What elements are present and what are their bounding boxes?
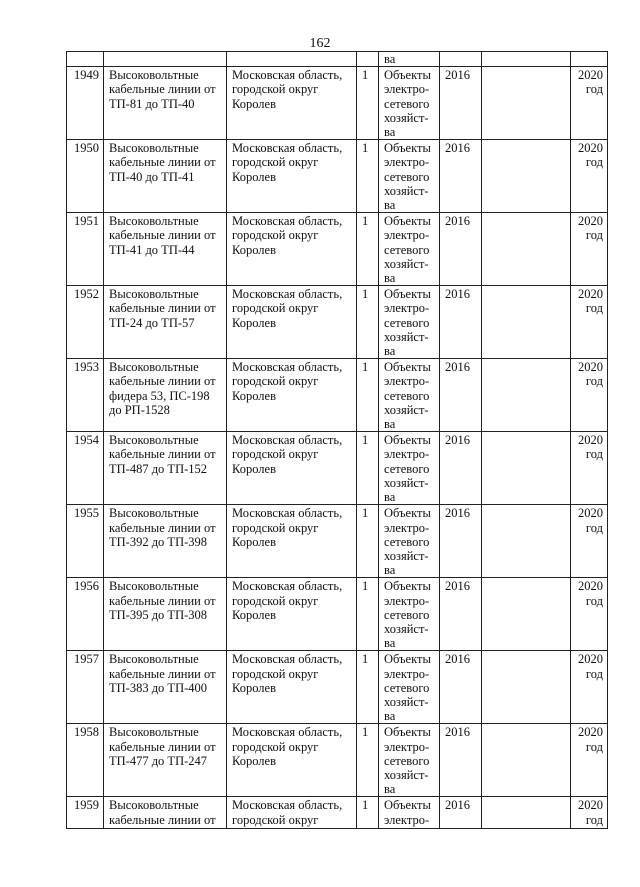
deadline-unit: год xyxy=(585,666,603,681)
cell-type: Объекты электро-сетевого хозяйст-ва xyxy=(379,578,440,651)
cell-deadline xyxy=(571,140,608,213)
cell-extra xyxy=(482,505,571,578)
cell-type: Объекты электро- xyxy=(379,797,440,829)
cell-num: 1952 xyxy=(67,286,104,359)
deadline-year: 2020 xyxy=(578,506,603,521)
deadline-unit: год xyxy=(585,301,603,316)
deadline-unit: год xyxy=(585,228,603,243)
deadline-unit: год xyxy=(585,82,603,97)
cell-qty xyxy=(357,52,379,67)
cell-location: Московская область, городской округ Королев xyxy=(227,724,357,797)
cell-extra xyxy=(482,52,571,67)
cell-name: Высоковольтные кабельные линии от ТП-40 до ТП-41 xyxy=(104,140,227,213)
cell-deadline xyxy=(571,67,608,140)
deadline-year: 2020 xyxy=(578,360,603,375)
cell-location: Московская область, городской округ Королев xyxy=(227,213,357,286)
cell-year: 2016 xyxy=(440,432,482,505)
cell-name: Высоковольтные кабельные линии от ТП-81 до ТП-40 xyxy=(104,67,227,140)
cell-extra xyxy=(482,797,571,829)
cell-name: Высоковольтные кабельные линии от ТП-487 до ТП-152 xyxy=(104,432,227,505)
cell-type: Объекты электро-сетевого хозяйст-ва xyxy=(379,432,440,505)
cell-num: 1951 xyxy=(67,213,104,286)
cell-num: 1949 xyxy=(67,67,104,140)
cell-name: Высоковольтные кабельные линии от xyxy=(104,797,227,829)
table-row xyxy=(67,140,608,213)
cell-deadline xyxy=(571,52,608,67)
cell-extra xyxy=(482,140,571,213)
table-continuation-row xyxy=(67,52,608,67)
deadline-year: 2020 xyxy=(578,141,603,156)
cell-qty: 1 xyxy=(357,67,379,140)
cell-deadline xyxy=(571,724,608,797)
cell-location: Московская область, городской округ Королев xyxy=(227,505,357,578)
cell-qty: 1 xyxy=(357,140,379,213)
cell-type: Объекты электро-сетевого хозяйст-ва xyxy=(379,213,440,286)
cell-type: Объекты электро-сетевого хозяйст-ва xyxy=(379,286,440,359)
cell-qty: 1 xyxy=(357,286,379,359)
deadline-unit: год xyxy=(585,155,603,170)
cell-name: Высоковольтные кабельные линии от ТП-477 до ТП-247 xyxy=(104,724,227,797)
cell-type: Объекты электро-сетевого хозяйст-ва xyxy=(379,505,440,578)
cell-deadline xyxy=(571,651,608,724)
cell-year xyxy=(440,52,482,67)
table-row xyxy=(67,797,608,829)
cell-deadline xyxy=(571,213,608,286)
deadline-year: 2020 xyxy=(578,433,603,448)
cell-year: 2016 xyxy=(440,286,482,359)
cell-name: Высоковольтные кабельные линии от ТП-392 до ТП-398 xyxy=(104,505,227,578)
cell-deadline xyxy=(571,432,608,505)
cell-qty: 1 xyxy=(357,797,379,829)
table-row xyxy=(67,578,608,651)
cell-year: 2016 xyxy=(440,359,482,432)
cell-location: Московская область, городской округ Королев xyxy=(227,286,357,359)
cell-qty: 1 xyxy=(357,724,379,797)
cell-num: 1953 xyxy=(67,359,104,432)
cell-year: 2016 xyxy=(440,505,482,578)
cell-deadline xyxy=(571,286,608,359)
deadline-year: 2020 xyxy=(578,652,603,667)
cell-location: Московская область, городской округ xyxy=(227,797,357,829)
table-row xyxy=(67,359,608,432)
deadline-unit: год xyxy=(585,447,603,462)
deadline-unit: год xyxy=(585,520,603,535)
table-row xyxy=(67,213,608,286)
cell-num: 1957 xyxy=(67,651,104,724)
cell-extra xyxy=(482,432,571,505)
cell-year: 2016 xyxy=(440,67,482,140)
cell-type: Объекты электро-сетевого хозяйст-ва xyxy=(379,651,440,724)
cell-qty: 1 xyxy=(357,505,379,578)
cell-location: Московская область, городской округ Королев xyxy=(227,140,357,213)
cell-num: 1954 xyxy=(67,432,104,505)
cell-year: 2016 xyxy=(440,724,482,797)
cell-location: Московская область, городской округ Королев xyxy=(227,651,357,724)
cell-extra xyxy=(482,359,571,432)
cell-extra xyxy=(482,578,571,651)
table-row xyxy=(67,505,608,578)
cell-num: 1956 xyxy=(67,578,104,651)
cell-deadline xyxy=(571,359,608,432)
cell-deadline xyxy=(571,797,608,829)
table-row xyxy=(67,286,608,359)
cell-qty: 1 xyxy=(357,651,379,724)
registry-table xyxy=(66,51,608,829)
deadline-unit: год xyxy=(585,374,603,389)
cell-name: Высоковольтные кабельные линии от ТП-41 до ТП-44 xyxy=(104,213,227,286)
cell-year: 2016 xyxy=(440,797,482,829)
cell-type: Объекты электро-сетевого хозяйст-ва xyxy=(379,140,440,213)
table-row xyxy=(67,724,608,797)
cell-year: 2016 xyxy=(440,651,482,724)
cell-qty: 1 xyxy=(357,213,379,286)
cell-location xyxy=(227,52,357,67)
cell-num: 1959 xyxy=(67,797,104,829)
deadline-unit: год xyxy=(585,739,603,754)
cell-type: Объекты электро-сетевого хозяйст-ва xyxy=(379,359,440,432)
page-number: 162 xyxy=(309,36,331,51)
cell-qty: 1 xyxy=(357,578,379,651)
deadline-unit: год xyxy=(585,593,603,608)
deadline-year: 2020 xyxy=(578,214,603,229)
cell-name: Высоковольтные кабельные линии от ТП-24 до ТП-57 xyxy=(104,286,227,359)
deadline-year: 2020 xyxy=(578,725,603,740)
cell-name xyxy=(104,52,227,67)
cell-location: Московская область, городской округ Королев xyxy=(227,67,357,140)
cell-qty: 1 xyxy=(357,359,379,432)
deadline-unit: год xyxy=(585,812,603,827)
cell-extra xyxy=(482,67,571,140)
cell-qty: 1 xyxy=(357,432,379,505)
cell-extra xyxy=(482,213,571,286)
cell-name: Высоковольтные кабельные линии от фидера 53, ПС-198 до РП-1528 xyxy=(104,359,227,432)
cell-num: 1955 xyxy=(67,505,104,578)
deadline-year: 2020 xyxy=(578,68,603,83)
table-row xyxy=(67,651,608,724)
cell-year: 2016 xyxy=(440,213,482,286)
cell-deadline xyxy=(571,578,608,651)
cell-num: 1958 xyxy=(67,724,104,797)
cell-name: Высоковольтные кабельные линии от ТП-395 до ТП-308 xyxy=(104,578,227,651)
cell-location: Московская область, городской округ Королев xyxy=(227,432,357,505)
cell-year: 2016 xyxy=(440,578,482,651)
cell-extra xyxy=(482,724,571,797)
cell-type: Объекты электро-сетевого хозяйст-ва xyxy=(379,67,440,140)
cell-location: Московская область, городской округ Королев xyxy=(227,578,357,651)
table-row xyxy=(67,67,608,140)
cell-type: ва xyxy=(379,52,440,67)
cell-location: Московская область, городской округ Королев xyxy=(227,359,357,432)
cell-num: 1950 xyxy=(67,140,104,213)
cell-extra xyxy=(482,286,571,359)
deadline-year: 2020 xyxy=(578,287,603,302)
deadline-year: 2020 xyxy=(578,579,603,594)
cell-year: 2016 xyxy=(440,140,482,213)
cell-extra xyxy=(482,651,571,724)
cell-name: Высоковольтные кабельные линии от ТП-383 до ТП-400 xyxy=(104,651,227,724)
cell-type: Объекты электро-сетевого хозяйст-ва xyxy=(379,724,440,797)
table-row xyxy=(67,432,608,505)
deadline-year: 2020 xyxy=(578,798,603,813)
cell-deadline xyxy=(571,505,608,578)
cell-num xyxy=(67,52,104,67)
